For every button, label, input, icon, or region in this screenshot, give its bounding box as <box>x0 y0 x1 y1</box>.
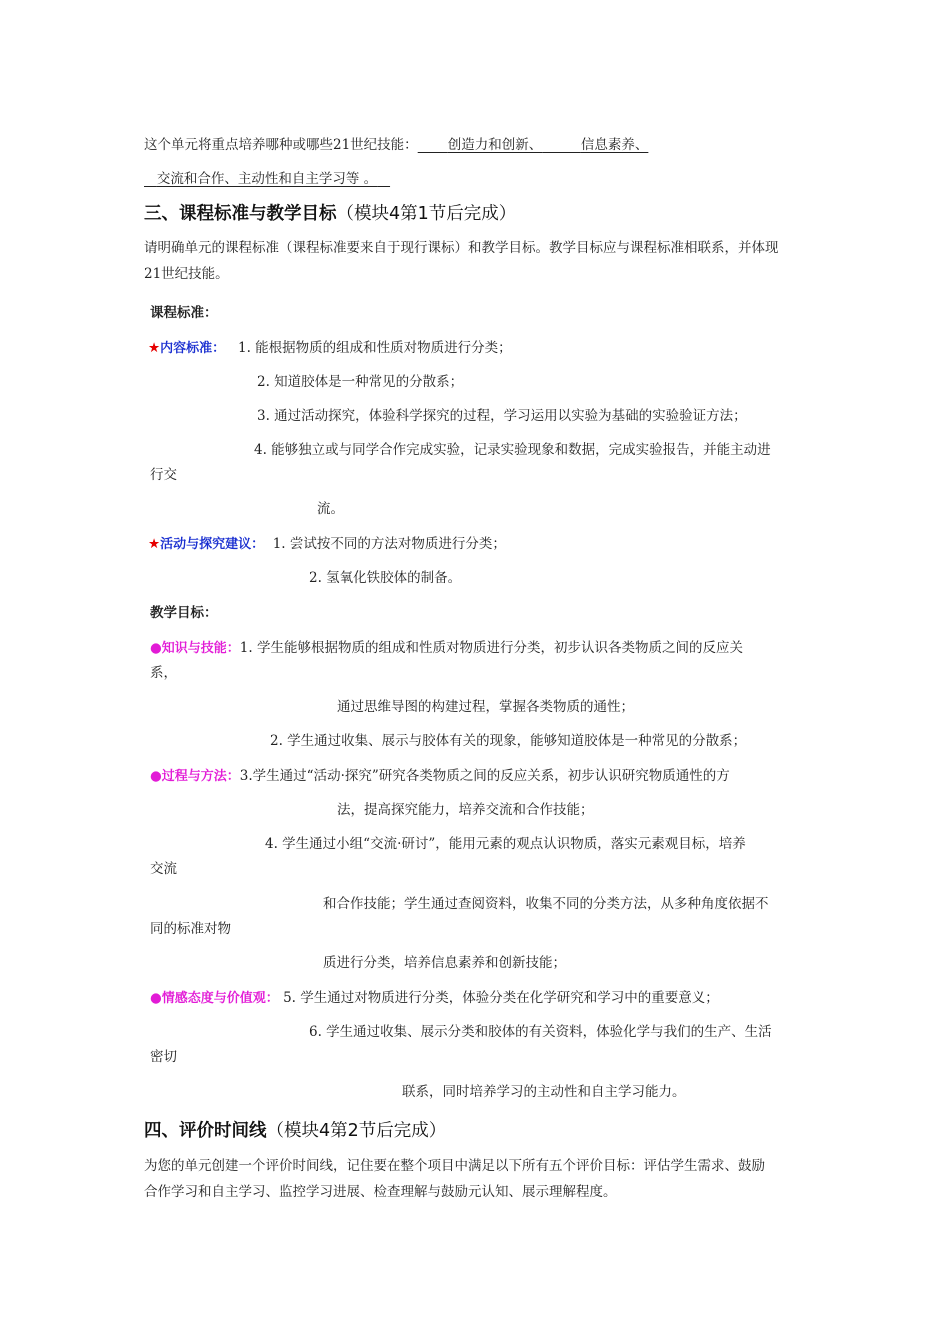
emotion-6: 6. 学生通过收集、展示分类和胶体的有关资料，体验化学与我们的生产、生活 <box>309 1024 772 1040</box>
process-4: 4. 学生通过小组“交流·研讨”，能用元素的观点认识物质，落实元素观目标，培养 <box>265 836 746 852</box>
emotion-label: 情感态度与价值观： <box>161 991 279 1006</box>
process-row-1: ●过程与方法：3.学生通过“活动·探究”研究各类物质之间的反应关系，初步认识研究物质通性的方 <box>150 768 730 784</box>
process-4-end: 质进行分类，培养信息素养和创新技能； <box>323 955 566 971</box>
objectives-label: 教学目标： <box>150 605 218 621</box>
section4-intro-2: 合作学习和自主学习、监控学习进展、检查理解与鼓励元认知、展示理解程度。 <box>144 1184 617 1200</box>
section4-heading: 四、评价时间线（模块4第2节后完成） <box>144 1121 447 1141</box>
content-standard-2: 2. 知道胶体是一种常见的分散系； <box>257 374 464 390</box>
content-standard-3: 3. 通过活动探究，体验科学探究的过程，学习运用以实验为基础的实验验证方法； <box>257 408 747 424</box>
knowledge-1-wrap: 系， <box>150 665 177 681</box>
skills-item-1: 创造力和创新、 <box>447 137 543 153</box>
skills-line-1 <box>144 133 648 153</box>
section3-heading: 三、课程标准与教学目标（模块4第1节后完成） <box>144 204 517 224</box>
knowledge-row-1: ●知识与技能：1. 学生能够根据物质的组成和性质对物质进行分类，初步认识各类物质之间的反应关 <box>150 640 743 656</box>
activity-2: 2. 氢氧化铁胶体的制备。 <box>309 570 462 586</box>
knowledge-1-cont: 通过思维导图的构建过程，掌握各类物质的通性； <box>337 699 634 715</box>
bullet-dot-icon: ● <box>150 640 162 656</box>
activity-row-1: ★活动与探究建议： 1. 尝试按不同的方法对物质进行分类； <box>148 536 506 552</box>
standards-label: 课程标准： <box>150 305 218 321</box>
process-4-wrap: 交流 <box>150 861 177 877</box>
skills-prefix: 这个单元将重点培养哪种或哪些21世纪技能： <box>144 137 418 153</box>
emotion-6-wrap: 密切 <box>150 1049 177 1065</box>
bullet-dot-icon: ● <box>150 990 162 1006</box>
content-standards-row-1: ★内容标准： 1. 能根据物质的组成和性质对物质进行分类； <box>148 340 512 356</box>
activity-label: 活动与探究建议： <box>160 537 265 552</box>
content-standard-4: 4. 能够独立或与同学合作完成实验，记录实验现象和数据，完成实验报告，并能主动进 <box>254 442 771 458</box>
process-label: 过程与方法： <box>161 769 240 784</box>
process-4-wrap-2: 同的标准对物 <box>150 921 231 937</box>
emotion-row-1: ●情感态度与价值观： 5. 学生通过对物质进行分类，体验分类在化学研究和学习中的重要意义； <box>150 990 719 1006</box>
content-standards-label: 内容标准： <box>160 341 226 356</box>
section3-intro-1: 请明确单元的课程标准（课程标准要来自于现行课标）和教学目标。教学目标应与课程标准相联系，并体现 <box>144 240 779 256</box>
skills-line-2: 交流和合作、主动性和自主学习等 。 <box>156 171 378 187</box>
process-3-cont: 法，提高探究能力，培养交流和合作技能； <box>337 802 594 818</box>
star-icon: ★ <box>148 340 161 356</box>
skills-item-2: 信息素养、 <box>580 137 649 153</box>
emotion-6-end: 联系，同时培养学习的主动性和自主学习能力。 <box>402 1084 686 1100</box>
content-standard-4-end: 流。 <box>317 501 344 517</box>
process-4-cont: 和合作技能；学生通过查阅资料，收集不同的分类方法，从多种角度依据不 <box>323 896 769 912</box>
knowledge-2: 2. 学生通过收集、展示与胶体有关的现象，能够知道胶体是一种常见的分散系； <box>270 733 747 749</box>
bullet-dot-icon: ● <box>150 768 162 784</box>
star-icon: ★ <box>148 536 161 552</box>
section4-intro-1: 为您的单元创建一个评价时间线，记住要在整个项目中满足以下所有五个评价目标：评估学生需求、鼓励 <box>144 1158 765 1174</box>
section3-intro-2: 21世纪技能。 <box>144 266 229 282</box>
knowledge-label: 知识与技能： <box>161 641 240 656</box>
content-standard-4-wrap: 行交 <box>150 467 177 483</box>
